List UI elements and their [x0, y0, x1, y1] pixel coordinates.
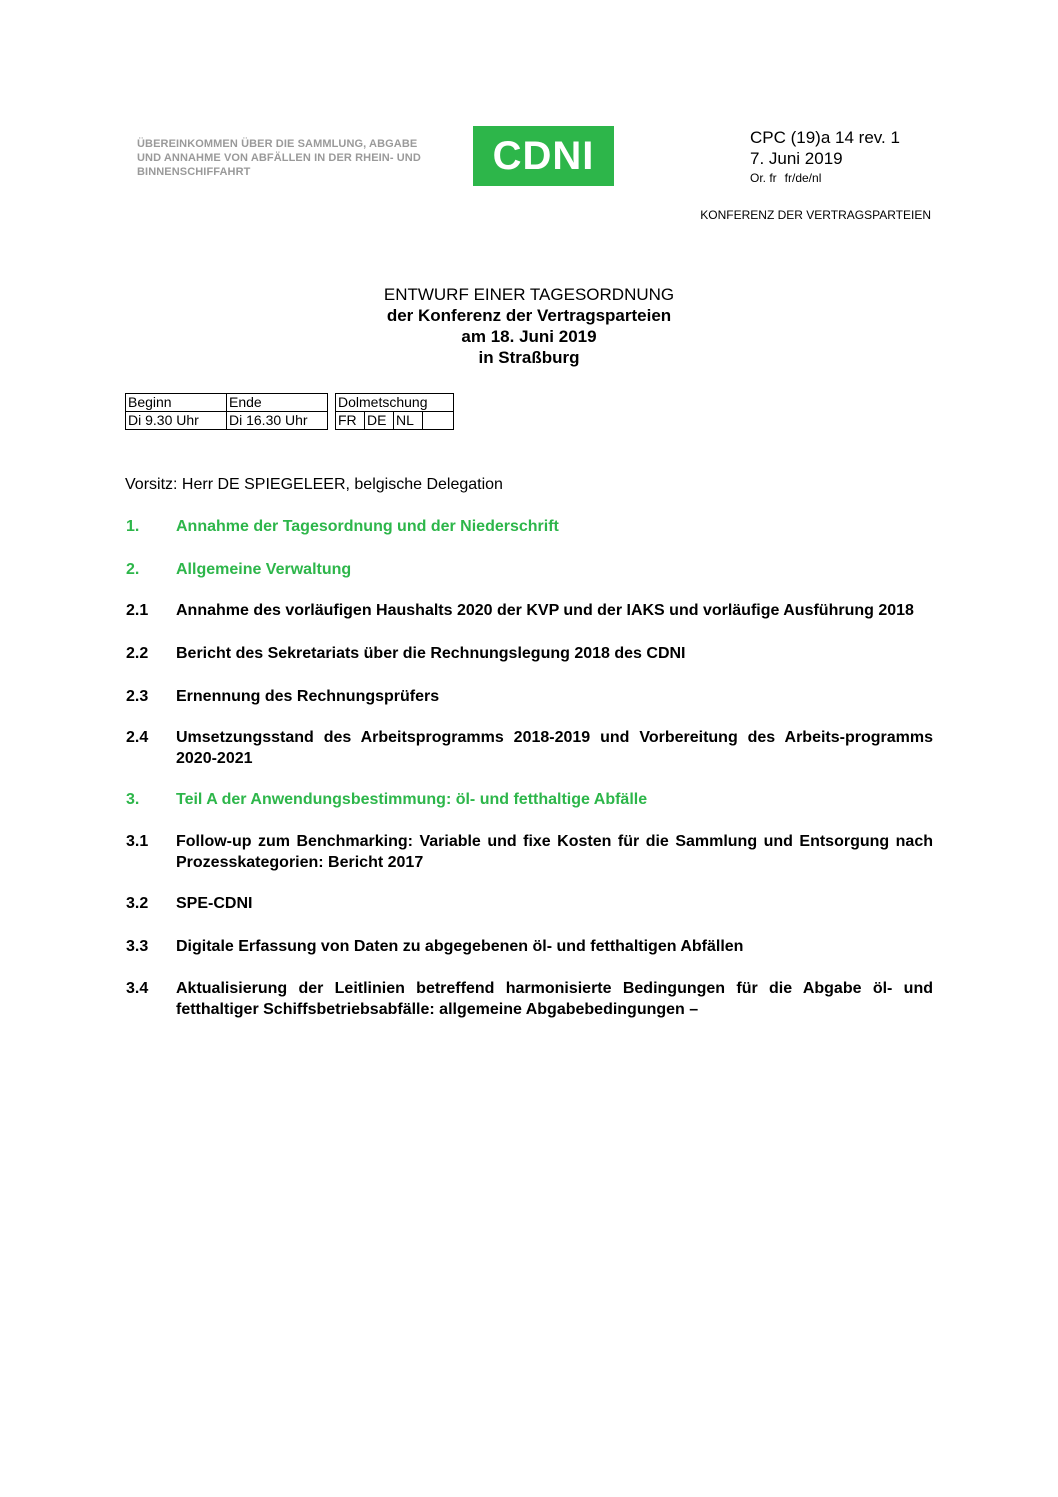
- interp-lang: DE: [365, 412, 394, 430]
- title-line-3: am 18. Juni 2019: [461, 327, 597, 346]
- agenda-text: Allgemeine Verwaltung: [176, 561, 352, 578]
- agenda-item: [126, 559, 933, 580]
- agenda-number: 3.1: [126, 833, 149, 850]
- conference-body: KONFERENZ DER VERTRAGSPARTEIEN: [700, 208, 931, 222]
- agenda-text: Teil A der Anwendungsbestimmung: öl- und fetthaltige Abfälle: [176, 791, 648, 808]
- agenda-item: [126, 893, 933, 914]
- chairperson: Vorsitz: Herr DE SPIEGELEER, belgische Delegation: [125, 476, 503, 493]
- agenda-item: [126, 516, 933, 537]
- agenda-list: [126, 516, 933, 1020]
- agenda-item: [126, 686, 933, 707]
- organization-name: ÜBEREINKOMMEN ÜBER DIE SAMMLUNG, ABGABE UND ANNAHME VON ABFÄLLEN IN DER RHEIN- UND BINNENSCHIFFAHRT: [137, 138, 421, 178]
- agenda-number: 2.2: [126, 645, 149, 662]
- start-label: Beginn: [126, 394, 227, 412]
- agenda-text: Annahme des vorläufigen Haushalts 2020 der KVP und der IAKS und vorläufige Ausführung 2018: [176, 602, 914, 619]
- agenda-item: [126, 727, 933, 769]
- document-title: [0, 284, 1058, 368]
- end-label: Ende: [227, 394, 328, 412]
- interpretation-label: Dolmetschung: [336, 394, 454, 412]
- agenda-number: 3.: [126, 791, 140, 808]
- document-reference-block: [750, 127, 900, 187]
- agenda-item: [126, 978, 933, 1020]
- agenda-item: [126, 600, 933, 621]
- agenda-item: [126, 643, 933, 664]
- agenda-number: 3.4: [126, 980, 149, 997]
- title-line-1: ENTWURF EINER TAGESORDNUNG: [383, 285, 675, 304]
- agenda-item: [126, 936, 933, 957]
- agenda-text: Annahme der Tagesordnung und der Niederschrift: [176, 518, 559, 535]
- interp-lang: [423, 412, 454, 430]
- agenda-number: 2.4: [126, 729, 149, 746]
- agenda-text: Follow-up zum Benchmarking: Variable und fixe Kosten für die Sammlung und Entsorgung nach Prozesskategorien: Bericht 2017: [176, 833, 933, 871]
- agenda-text: Ernennung des Rechnungsprüfers: [176, 688, 440, 705]
- agenda-text: Digitale Erfassung von Daten zu abgegebenen öl- und fetthaltigen Abfällen: [176, 938, 744, 955]
- agenda-item: [126, 789, 933, 810]
- schedule-table: [125, 393, 328, 430]
- agenda-number: 3.3: [126, 938, 149, 955]
- start-value: Di 9.30 Uhr: [126, 412, 227, 430]
- end-value: Di 16.30 Uhr: [227, 412, 328, 430]
- agenda-number: 3.2: [126, 895, 149, 912]
- language-info: [750, 169, 900, 187]
- agenda-item: [126, 831, 933, 873]
- agenda-number: 1.: [126, 518, 140, 535]
- agenda-number: 2.3: [126, 688, 149, 705]
- interpretation-table: [335, 393, 454, 430]
- agenda-text: Bericht des Sekretariats über die Rechnungslegung 2018 des CDNI: [176, 645, 686, 662]
- agenda-text: Umsetzungsstand des Arbeitsprogramms 2018-2019 und Vorbereitung des Arbeits-programms 2020-2021: [176, 729, 933, 767]
- document-number: CPC (19)a 14 rev. 1: [750, 128, 900, 147]
- interp-lang: FR: [336, 412, 365, 430]
- agenda-text: Aktualisierung der Leitlinien betreffend harmonisierte Bedingungen für die Abgabe öl- und fetthaltiger Schiffsbetriebsabfälle: allgemeine Abgabebedingungen –: [176, 980, 933, 1018]
- title-line-4: in Straßburg: [478, 348, 580, 367]
- interp-lang: NL: [394, 412, 423, 430]
- cdni-logo: CDNI: [473, 126, 614, 186]
- original-language-label: Or. fr: [750, 171, 777, 185]
- title-line-2: der Konferenz der Vertragsparteien: [386, 306, 672, 325]
- document-date: 7. Juni 2019: [750, 149, 843, 168]
- agenda-text: SPE-CDNI: [176, 895, 253, 912]
- agenda-number: 2.1: [126, 602, 149, 619]
- agenda-number: 2.: [126, 561, 140, 578]
- languages: fr/de/nl: [784, 171, 822, 185]
